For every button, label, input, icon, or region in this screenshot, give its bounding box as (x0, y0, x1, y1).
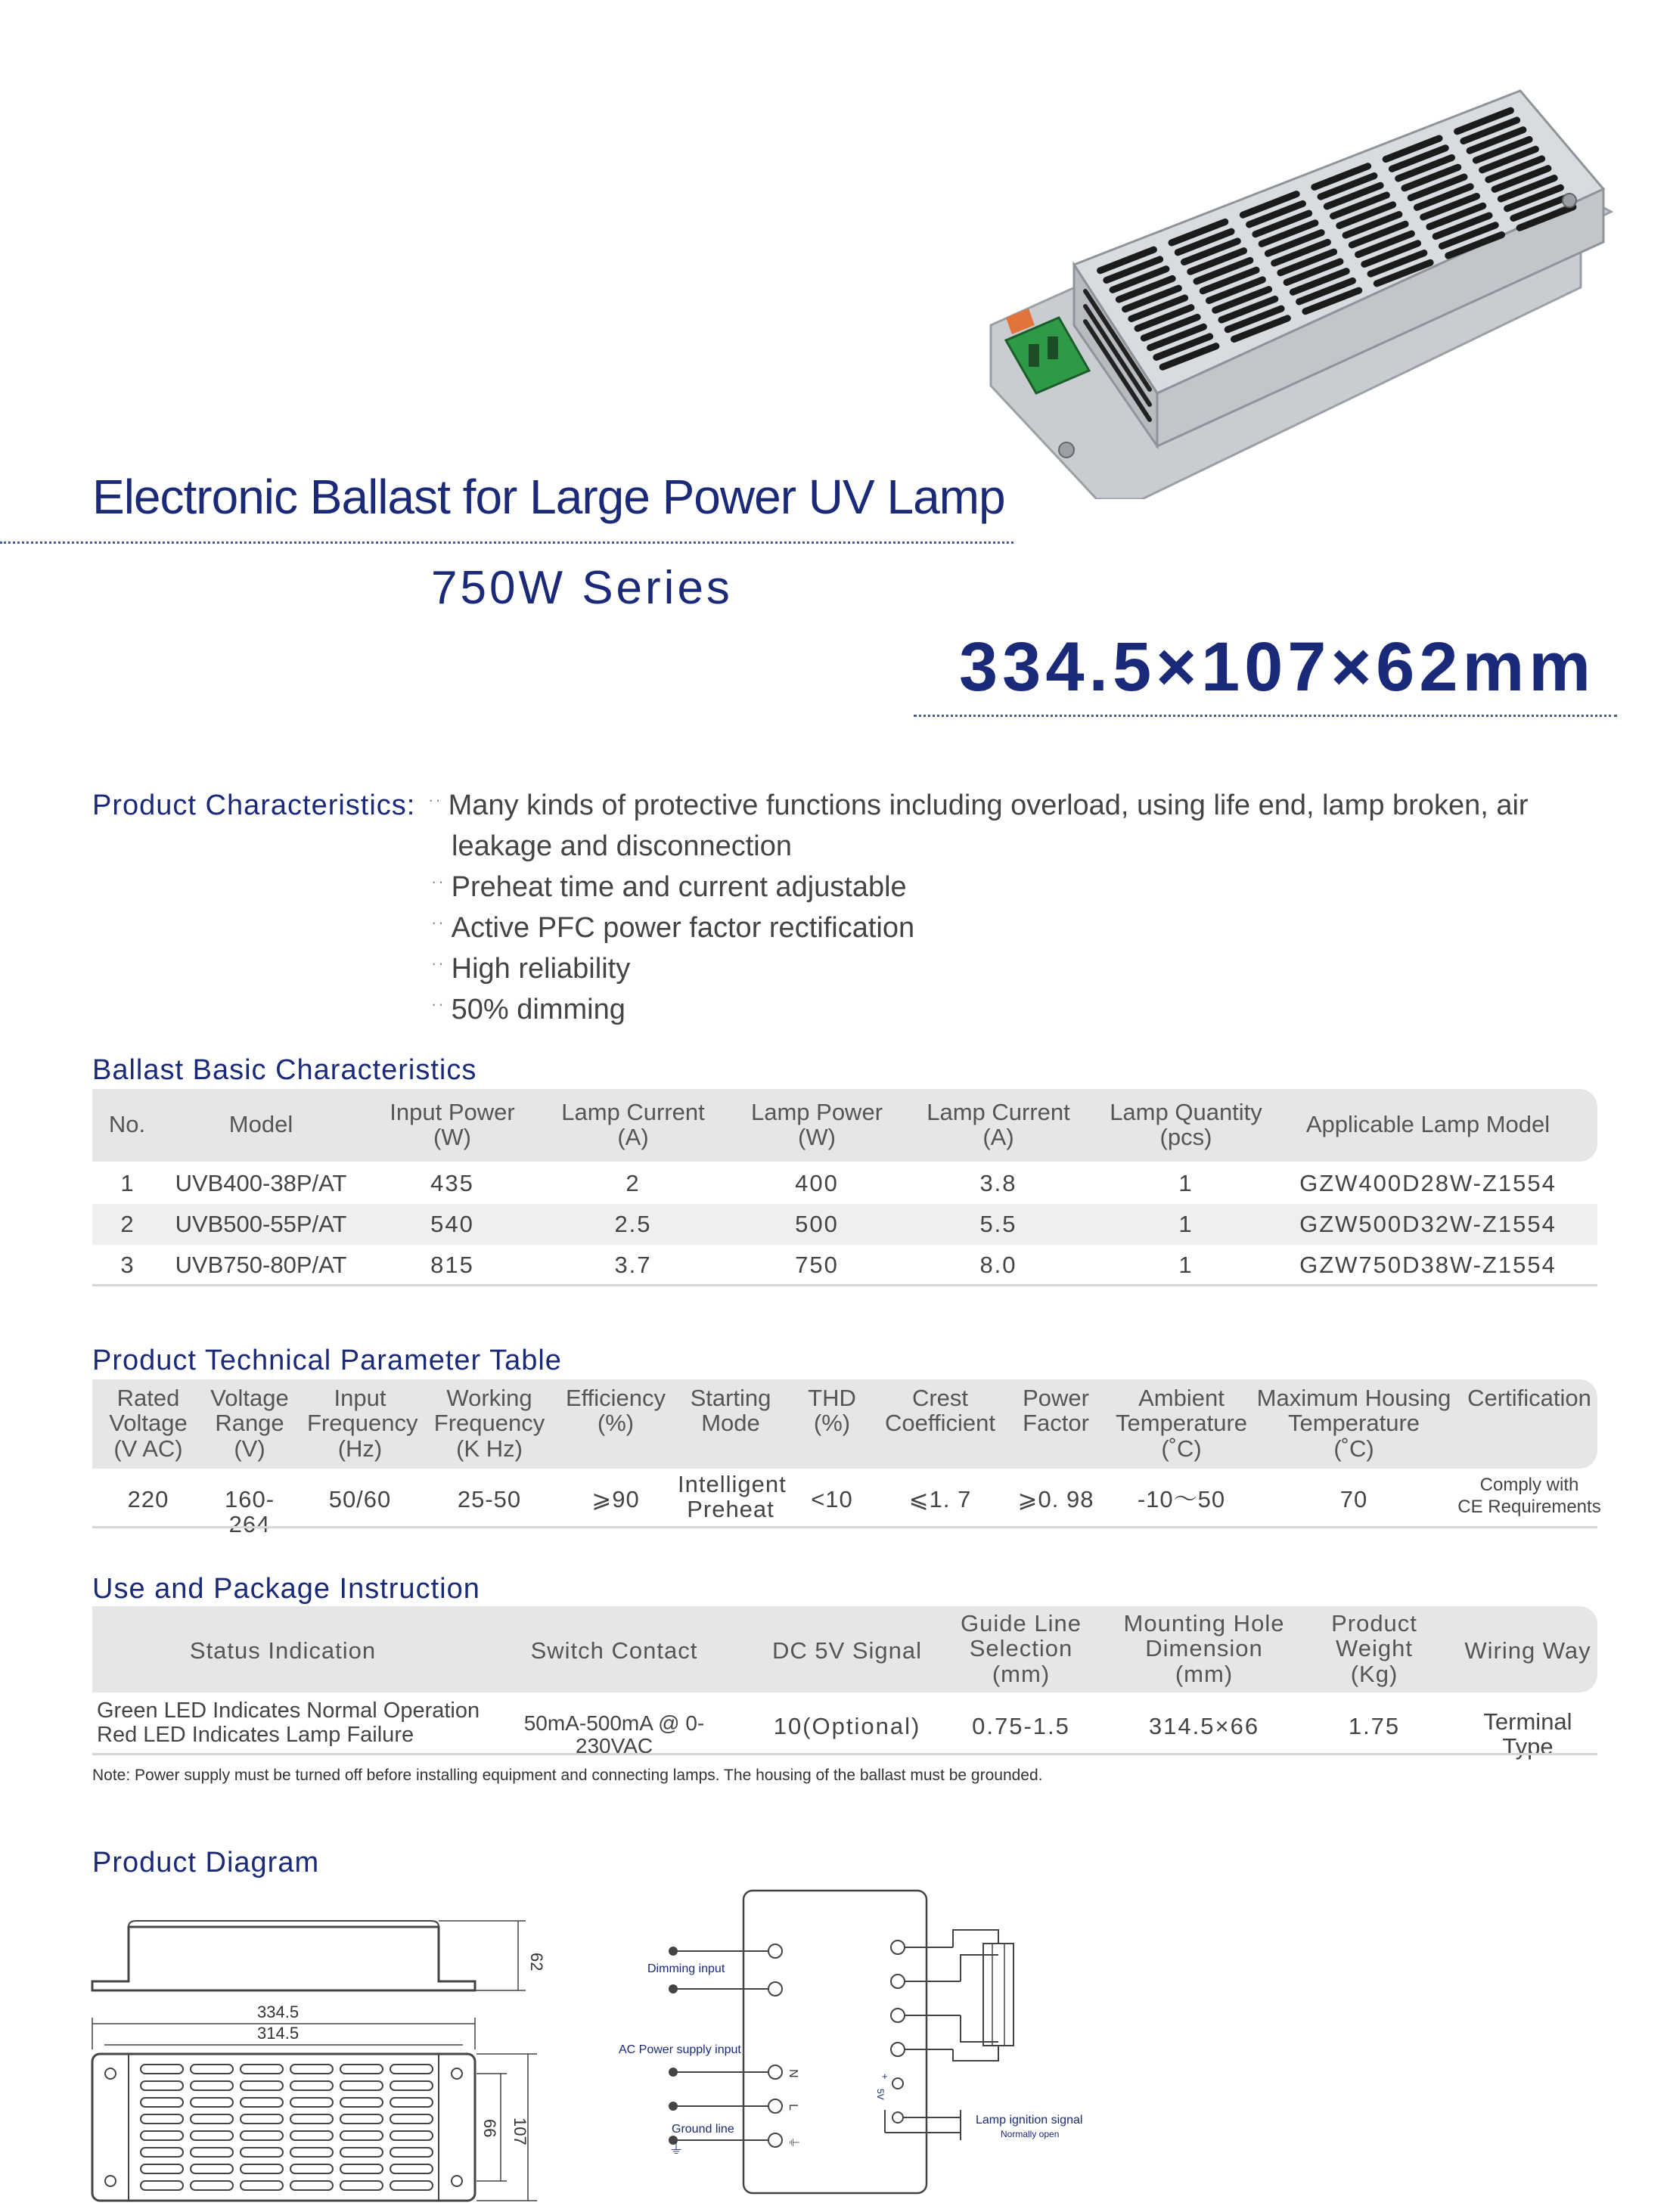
table-cell: 435 (430, 1170, 474, 1196)
table-cell: 540 (430, 1211, 474, 1237)
ground-symbol-label: ⏚ (669, 2141, 684, 2158)
dimension-drawing (83, 1906, 552, 2208)
normally-open-label: Normally open (1001, 2129, 1060, 2139)
vent-slot (141, 2081, 183, 2090)
vent-slot (241, 2098, 283, 2107)
table-cell: ⩾90 (591, 1486, 640, 1512)
column-header: Voltage Range (V) (210, 1385, 289, 1462)
vent-slot (290, 2181, 333, 2190)
table-cell: Comply with CE Requirements (1457, 1475, 1601, 1517)
vent-slot (340, 2098, 383, 2107)
vent-slot (390, 2164, 433, 2173)
table-cell: 160-264 (224, 1486, 275, 1538)
table-cell: 2.5 (614, 1211, 652, 1237)
column-header: Working Frequency (K Hz) (433, 1385, 545, 1462)
column-header: Lamp Current (A) (927, 1099, 1070, 1151)
product-photo (945, 76, 1626, 499)
vent-slot (340, 2148, 383, 2157)
column-header: DC 5V Signal (771, 1637, 923, 1664)
table-cell: <10 (811, 1486, 853, 1512)
vent-slot (390, 2181, 433, 2190)
column-header: Efficiency (%) (565, 1385, 666, 1437)
vent-slot (390, 2131, 433, 2140)
ac-input-label: AC Power supply input (619, 2043, 741, 2056)
table-cell: 3 (120, 1252, 134, 1278)
ground-symbol-label: ⏚ (787, 2136, 799, 2149)
column-header: Maximum Housing Temperature (˚C) (1256, 1385, 1451, 1462)
vent-slot (241, 2181, 283, 2190)
neutral-label: N (787, 2069, 799, 2078)
table-cell: Green LED Indicates Normal Operation Red LED Indicates Lamp Failure (97, 1699, 480, 1748)
table-cell: 220 (127, 1486, 169, 1512)
vent-slot (340, 2164, 383, 2173)
table-cell: 314.5×66 (1148, 1713, 1260, 1739)
vent-slot (290, 2148, 333, 2157)
table-cell: UVB750-80P/AT (175, 1252, 347, 1278)
vent-slot (241, 2081, 283, 2090)
table-cell: UVB500-55P/AT (175, 1211, 347, 1237)
table-cell: 1 (1178, 1252, 1194, 1278)
table-cell: 1 (1178, 1170, 1194, 1196)
column-header: Lamp Current (A) (561, 1099, 705, 1151)
vent-slot (340, 2181, 383, 2190)
column-header: Input Frequency (Hz) (307, 1385, 418, 1462)
dim-inner-length-label: 314.5 (257, 2024, 300, 2043)
column-header: Mounting Hole Dimension (mm) (1123, 1610, 1285, 1687)
vent-slot (290, 2131, 333, 2140)
vent-slot (290, 2114, 333, 2124)
table-cell: 815 (430, 1252, 474, 1278)
table-bottom-rule (92, 1526, 1597, 1528)
basic-table-heading: Ballast Basic Characteristics (92, 1054, 477, 1086)
vent-slot (191, 2181, 233, 2190)
characteristic-item: ·· 50% dimming (431, 994, 625, 1025)
vent-slot (191, 2114, 233, 2124)
table-cell: 400 (795, 1170, 839, 1196)
vent-slot (141, 2065, 183, 2074)
vent-slot (141, 2114, 183, 2124)
table-cell: 3.8 (979, 1170, 1017, 1196)
table-cell: 1 (120, 1170, 134, 1196)
dim-inner-width-label: 66 (480, 2119, 499, 2138)
vent-slot (141, 2131, 183, 2140)
table-cell: UVB400-38P/AT (175, 1170, 347, 1196)
dim-outer-width-label: 107 (511, 2117, 529, 2145)
column-header: Starting Mode (690, 1385, 771, 1437)
table-cell: 500 (795, 1211, 839, 1237)
package-table-heading: Use and Package Instruction (92, 1573, 480, 1605)
column-header: Wiring Way (1464, 1637, 1591, 1664)
table-cell: 10(Optional) (773, 1713, 921, 1739)
table-cell: GZW750D38W-Z1554 (1299, 1252, 1557, 1278)
table-cell: ⩾0. 98 (1017, 1486, 1094, 1512)
column-header: Input Power (W) (390, 1099, 515, 1151)
characteristic-item-cont: leakage and disconnection (452, 830, 793, 862)
vent-slot (290, 2065, 333, 2074)
vent-slot (191, 2098, 233, 2107)
vent-slot (141, 2098, 183, 2107)
table-cell: ⩽1. 7 (908, 1486, 972, 1512)
vent-slot (141, 2148, 183, 2157)
table-cell: 50/60 (328, 1486, 392, 1512)
table-cell: GZW400D28W-Z1554 (1299, 1170, 1557, 1196)
safety-note: Note: Power supply must be turned off before installing equipment and connecting lamps. The housing of the ballast must be grounded. (92, 1767, 1043, 1784)
column-header: Power Factor (1023, 1385, 1089, 1437)
vent-slot (390, 2065, 433, 2074)
dim-height-label: 62 (527, 1953, 546, 1972)
vent-slot (290, 2081, 333, 2090)
table-bottom-rule (92, 1284, 1597, 1286)
vent-slot (390, 2098, 433, 2107)
vent-slot (390, 2114, 433, 2124)
vent-slot (340, 2114, 383, 2124)
vent-slot (241, 2065, 283, 2074)
vent-slot (241, 2164, 283, 2173)
column-header: Rated Voltage (V AC) (109, 1385, 188, 1462)
characteristics-label: Product Characteristics: (92, 790, 416, 821)
column-header: Product Weight (Kg) (1331, 1610, 1417, 1687)
column-header: Crest Coefficient (885, 1385, 995, 1437)
dimensions-divider (914, 715, 1617, 717)
ground-line-label: Ground line (672, 2123, 734, 2136)
column-header: THD (%) (808, 1385, 856, 1437)
vent-slot (340, 2131, 383, 2140)
column-header: Lamp Quantity (pcs) (1110, 1099, 1262, 1151)
vent-slot (390, 2081, 433, 2090)
table-cell: 50mA-500mA @ 0-230VAC (523, 1711, 705, 1758)
diagram-heading: Product Diagram (92, 1847, 320, 1878)
vent-slot (241, 2114, 283, 2124)
vent-slot (191, 2131, 233, 2140)
dimensions-label: 334.5×107×62mm (959, 628, 1596, 706)
table-cell: 1 (1178, 1211, 1194, 1237)
table-cell: 25-50 (457, 1486, 522, 1512)
vent-slot (241, 2131, 283, 2140)
vent-slot (191, 2164, 233, 2173)
column-header: Model (228, 1111, 293, 1137)
page-title: Electronic Ballast for Large Power UV Lamp (92, 470, 1005, 524)
characteristic-item: ·· High reliability (431, 953, 631, 985)
column-header: Ambient Temperature (˚C) (1115, 1385, 1248, 1462)
vent-slot (141, 2164, 183, 2173)
vent-slot (390, 2148, 433, 2157)
table-cell: 8.0 (979, 1252, 1017, 1278)
table-cell: GZW500D32W-Z1554 (1299, 1211, 1557, 1237)
dimming-input-label: Dimming input (647, 1962, 725, 1975)
column-header: Certification (1467, 1385, 1591, 1411)
column-header: Guide Line Selection (mm) (961, 1610, 1082, 1687)
table-cell: 3.7 (614, 1252, 652, 1278)
technical-table-heading: Product Technical Parameter Table (92, 1345, 562, 1376)
column-header: Status Indication (189, 1637, 377, 1664)
vent-slot (191, 2081, 233, 2090)
column-header: Switch Contact (530, 1637, 698, 1664)
column-header: Applicable Lamp Model (1305, 1111, 1550, 1137)
title-divider (0, 541, 1013, 544)
wiring-diagram (605, 1883, 1119, 2201)
plus-label: + (882, 2071, 888, 2082)
vent-slot (191, 2065, 233, 2074)
table-cell: -10～50 (1137, 1486, 1226, 1512)
vent-slot (290, 2164, 333, 2173)
table-bottom-rule (92, 1753, 1597, 1755)
table-cell: 2 (625, 1170, 641, 1196)
series-label: 750W Series (431, 562, 733, 614)
vent-slot (290, 2098, 333, 2107)
characteristic-item: ·· Many kinds of protective functions including overload, using life end, lamp broken, air (428, 790, 1529, 821)
vent-slot (340, 2065, 383, 2074)
column-header: Lamp Power (W) (750, 1099, 883, 1151)
table-cell: 0.75-1.5 (972, 1713, 1070, 1739)
characteristic-item: ·· Preheat time and current adjustable (431, 871, 907, 903)
live-label: L (787, 2104, 799, 2111)
lamp-ignition-label: Lamp ignition signal (976, 2114, 1083, 2127)
five-volt-label: 5V (875, 2089, 886, 2100)
table-cell: 750 (795, 1252, 839, 1278)
vent-slot (141, 2181, 183, 2190)
column-header: No. (108, 1111, 146, 1137)
table-cell: Intelligent Preheat (678, 1471, 787, 1523)
table-cell: 2 (120, 1211, 134, 1237)
vent-slot (241, 2148, 283, 2157)
characteristic-item: ·· Active PFC power factor rectification (431, 912, 915, 944)
table-cell: 1.75 (1348, 1713, 1401, 1739)
vent-slot (340, 2081, 383, 2090)
vent-slot (191, 2148, 233, 2157)
table-cell: 70 (1339, 1486, 1368, 1512)
table-cell: 5.5 (979, 1211, 1017, 1237)
dim-outer-length-label: 334.5 (257, 2003, 300, 2021)
table-cell: Terminal Type (1483, 1708, 1572, 1761)
